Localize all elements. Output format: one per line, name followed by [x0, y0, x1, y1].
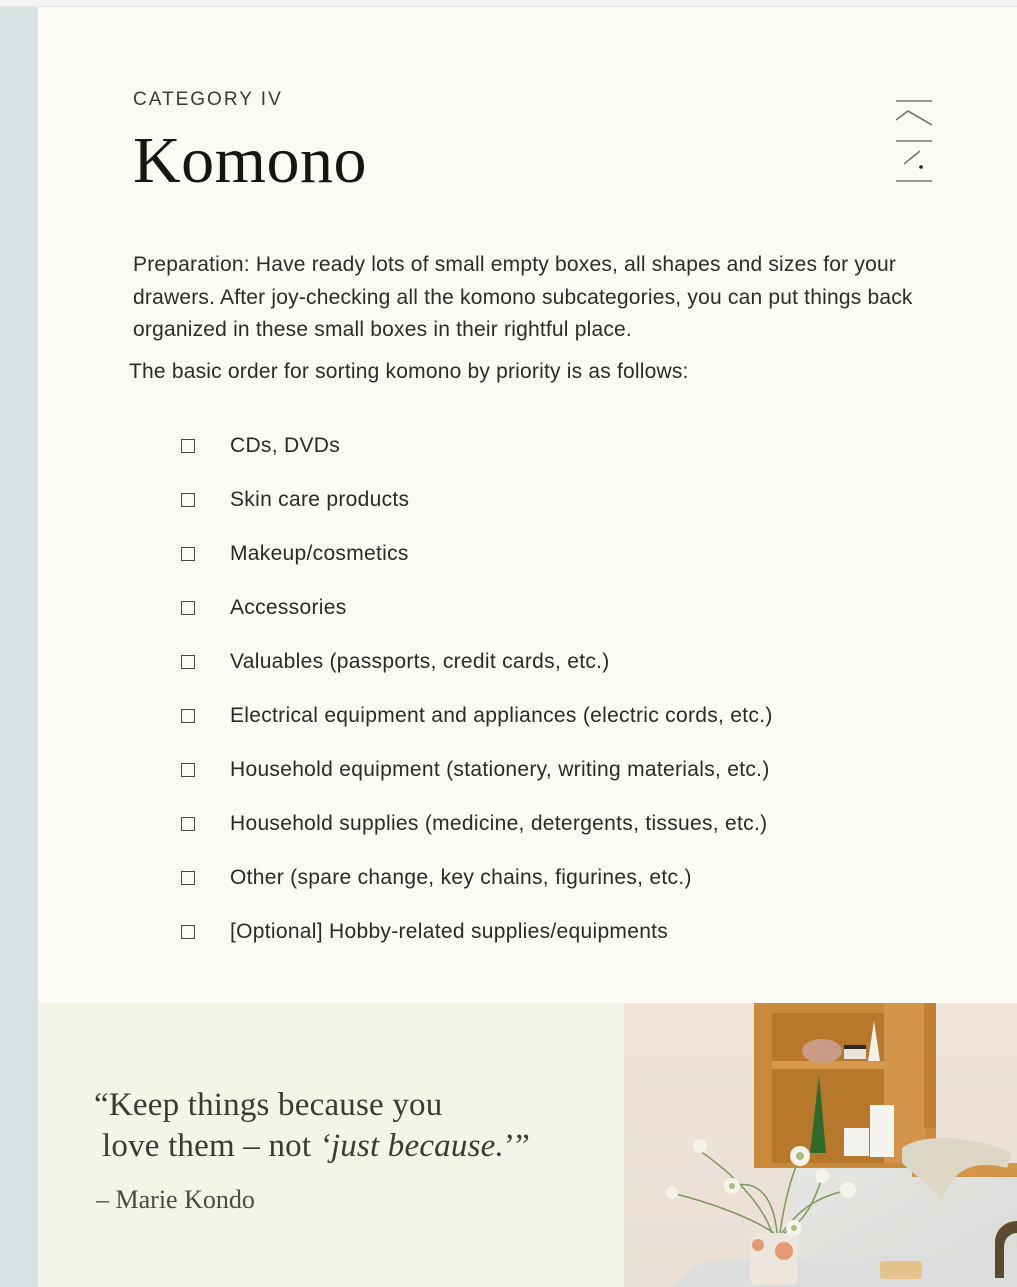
checklist-item-label: Makeup/cosmetics: [230, 542, 409, 565]
quote-line-2-italic: ‘just because.: [319, 1128, 504, 1164]
checklist-item-label: [Optional] Hobby-related supplies/equipments: [230, 920, 669, 943]
checklist-item-cds-dvds[interactable]: [181, 419, 773, 473]
checklist-item-hobby[interactable]: [181, 905, 773, 959]
checkbox[interactable]: [181, 439, 195, 453]
top-edge: [0, 0, 1017, 7]
checklist-item-other[interactable]: [181, 851, 773, 905]
checklist-item-label: Other (spare change, key chains, figurines, etc.): [230, 866, 692, 889]
checklist-item-label: Electrical equipment and appliances (electric cords, etc.): [230, 704, 773, 727]
document-page: [38, 7, 1017, 1003]
checklist-item-valuables[interactable]: [181, 635, 773, 689]
category-label: CATEGORY IV: [133, 89, 283, 110]
checklist-item-household-supplies[interactable]: [181, 797, 773, 851]
checkbox[interactable]: [181, 655, 195, 669]
checkbox[interactable]: [181, 709, 195, 723]
checklist-item-accessories[interactable]: [181, 581, 773, 635]
checklist-item-label: Skin care products: [230, 488, 410, 511]
left-margin-strip: [0, 7, 38, 1287]
checklist-item-makeup[interactable]: [181, 527, 773, 581]
quote-line-2-plain: love them – not: [102, 1128, 320, 1164]
komono-checklist: [181, 419, 773, 959]
checklist-item-label: Household equipment (stationery, writing materials, etc.): [230, 758, 770, 781]
checkbox[interactable]: [181, 547, 195, 561]
quote-line-2: [94, 1126, 530, 1167]
konmari-monogram-icon: [896, 100, 934, 184]
page-title: Komono: [133, 124, 367, 197]
checkbox[interactable]: [181, 925, 195, 939]
bathroom-shelf-with-flowers-photo: [612, 1003, 1017, 1287]
checklist-item-label: Valuables (passports, credit cards, etc.): [230, 650, 610, 673]
marie-kondo-quote: [94, 1085, 530, 1167]
checklist-item-label: CDs, DVDs: [230, 434, 341, 457]
checklist-item-electrical[interactable]: [181, 689, 773, 743]
checkbox[interactable]: [181, 817, 195, 831]
preparation-paragraph: Preparation: Have ready lots of small empty boxes, all shapes and sizes for your drawers. After joy-checking all the komono subcategories, you can put things back organized in these small boxes in their rightful place.: [133, 253, 913, 341]
checklist-item-label: Household supplies (medicine, detergents, tissues, etc.): [230, 812, 768, 835]
checkbox[interactable]: [181, 493, 195, 507]
quote-line-1: “Keep things because you: [94, 1087, 443, 1123]
checklist-item-skin-care[interactable]: [181, 473, 773, 527]
checklist-item-label: Accessories: [230, 596, 347, 619]
checklist-item-household-equipment[interactable]: [181, 743, 773, 797]
quote-close-marks: ’”: [503, 1128, 530, 1164]
sorting-order-lead: The basic order for sorting komono by priority is as follows:: [129, 360, 689, 383]
checkbox[interactable]: [181, 763, 195, 777]
quote-panel: [38, 1003, 612, 1287]
checkbox[interactable]: [181, 871, 195, 885]
quote-attribution: – Marie Kondo: [96, 1185, 255, 1214]
checkbox[interactable]: [181, 601, 195, 615]
